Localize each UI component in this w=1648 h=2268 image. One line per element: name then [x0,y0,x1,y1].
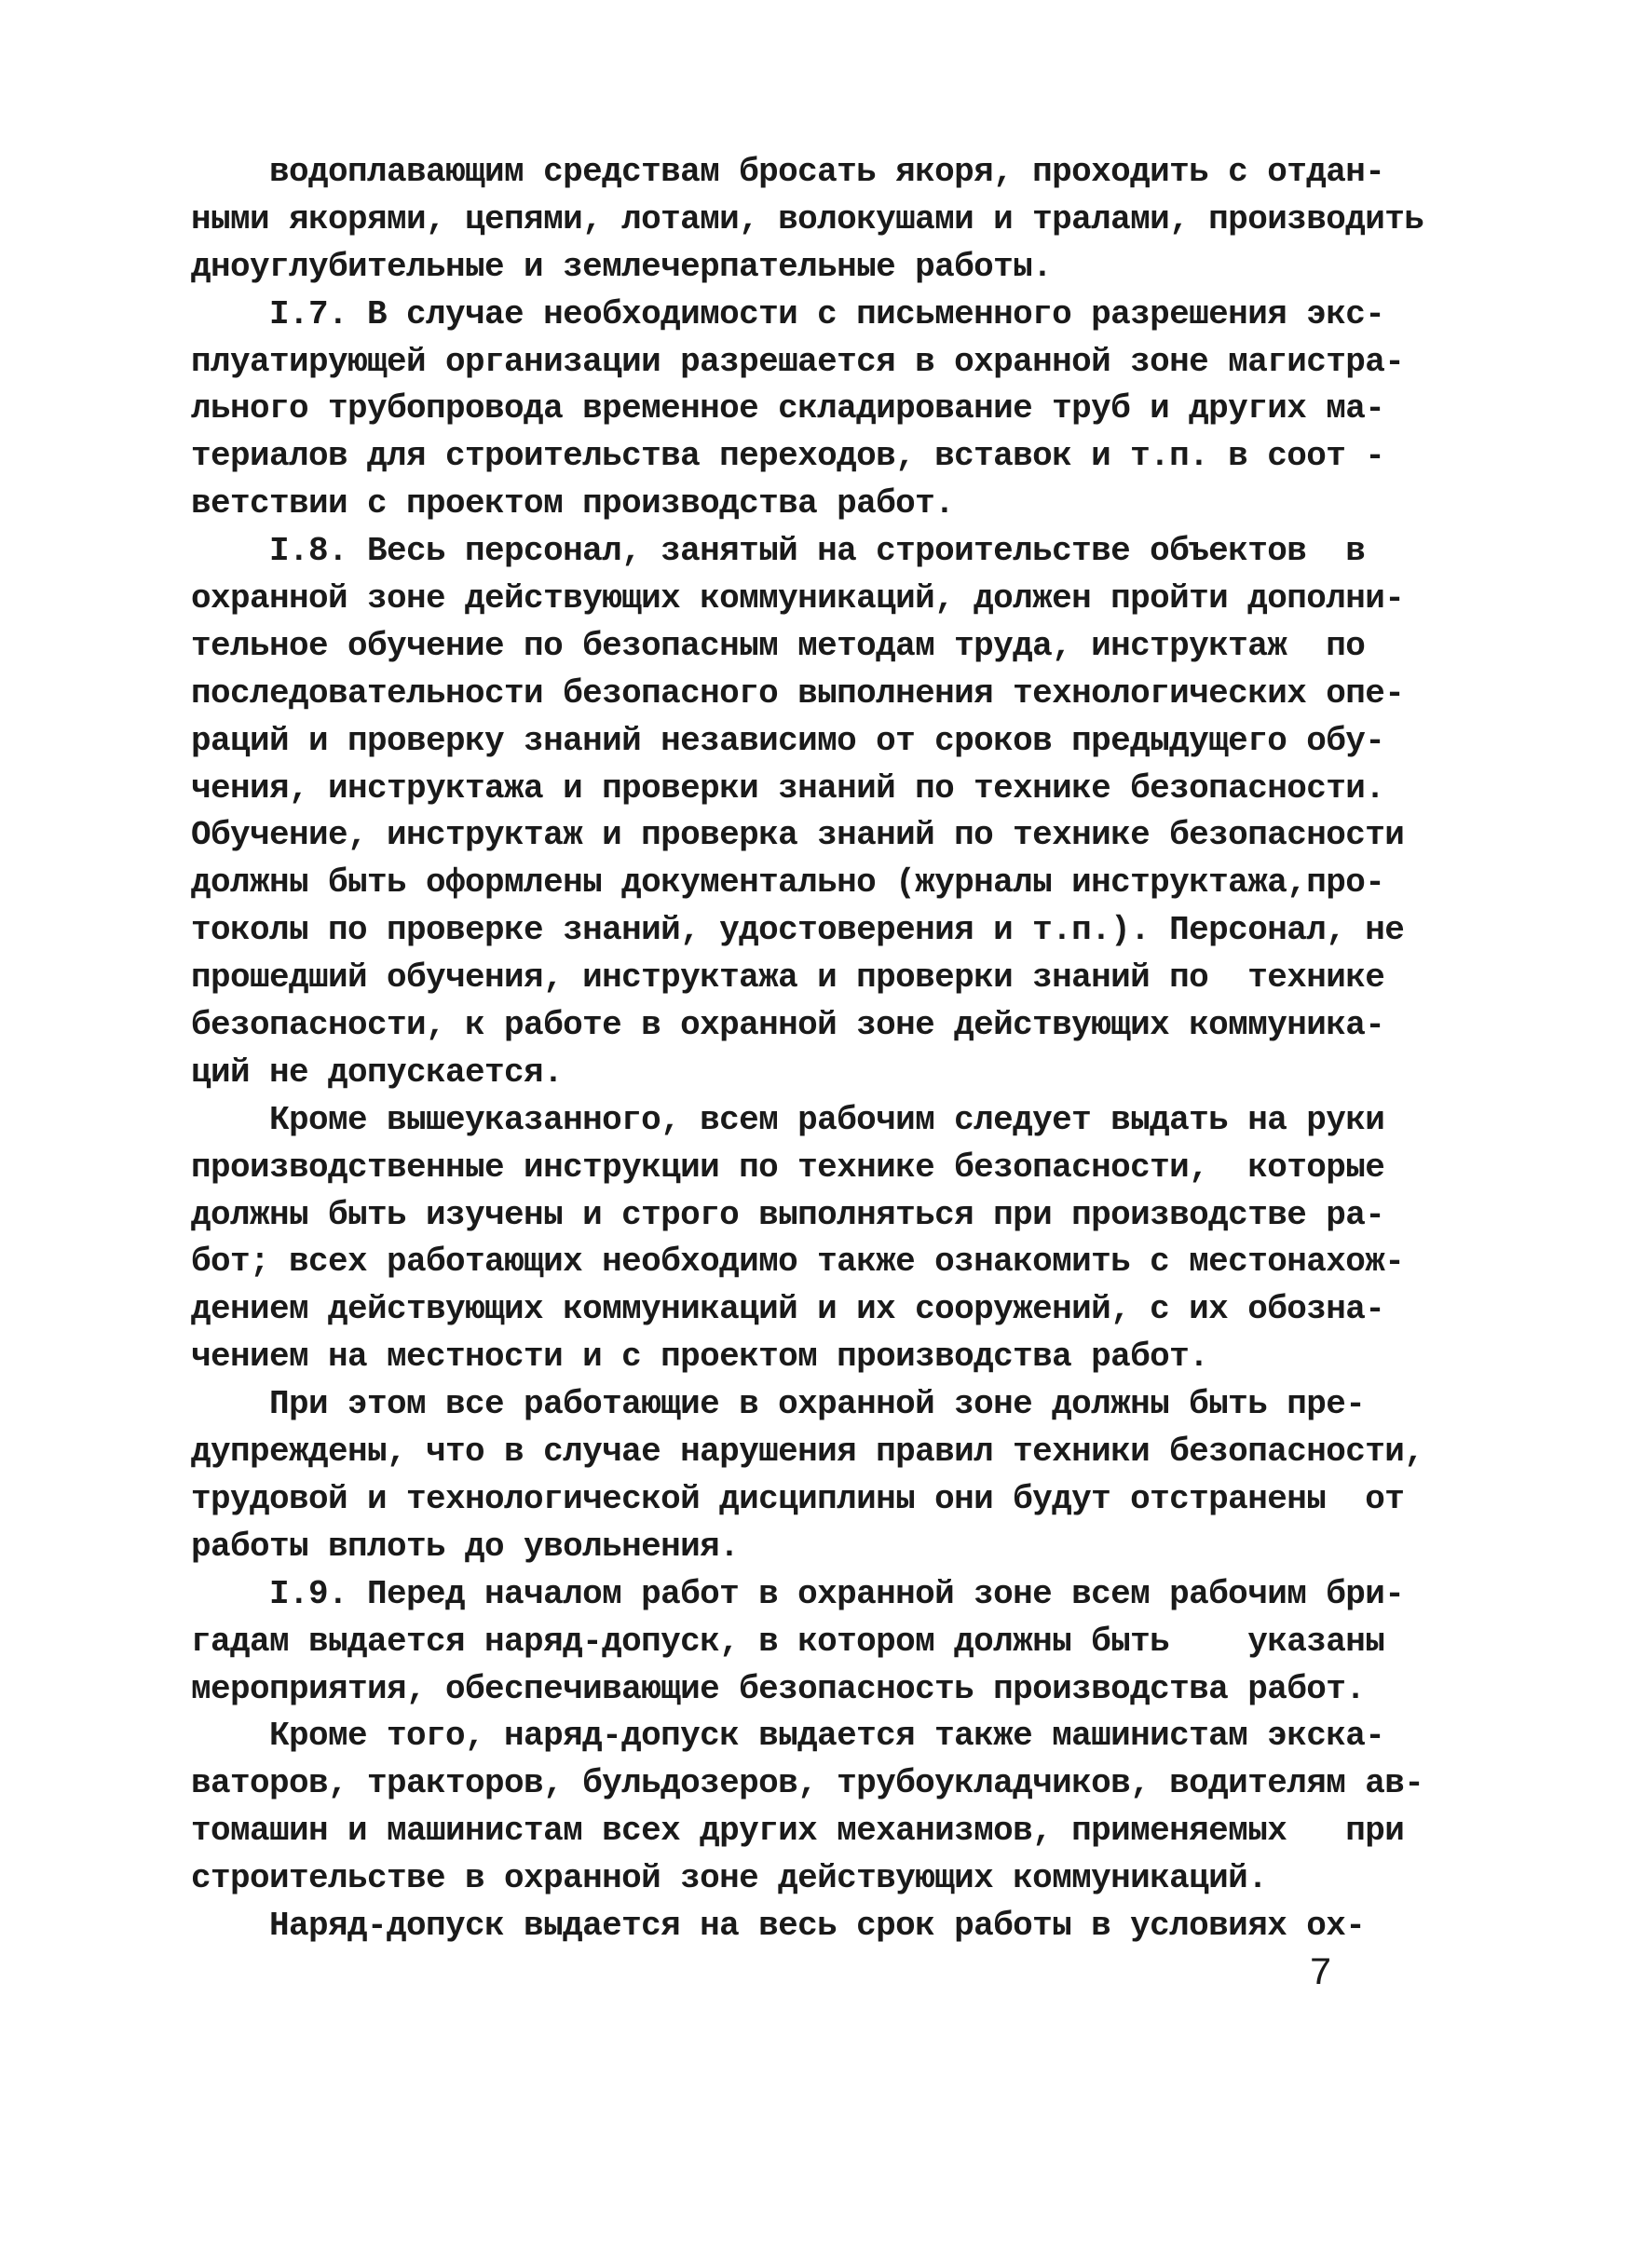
body-text [191,149,1424,1950]
text-line: Обучение, инструктаж и проверка знаний по технике безопасности [191,816,1405,855]
text-line: чением на местности и с проектом производства работ. [191,1338,1209,1377]
text-line: гадам выдается наряд-допуск, в котором должны быть указаны [191,1622,1385,1661]
text-line: I.7. В случае необходимости с письменного разрешения экс- [191,294,1385,333]
text-line: последовательности безопасного выполнения технологических опе- [191,673,1405,713]
page-number: 7 [1309,1951,1333,1996]
text-line: дением действующих коммуникаций и их сооружений, с их обозна- [191,1290,1385,1329]
text-line: трудовой и технологической дисциплины они будут отстранены от [191,1479,1405,1518]
text-line: ций не допускается. [191,1053,564,1092]
text-line: бот; всех работающих необходимо также ознакомить с местонахож- [191,1243,1405,1282]
text-line: льного трубопровода временное складирование труб и других ма- [191,389,1385,428]
text-line: ными якорями, цепями, лотами, волокушами и тралами, производить [191,199,1424,238]
text-line: должны быть изучены и строго выполняться при производстве ра- [191,1195,1385,1234]
text-line: ваторов, тракторов, бульдозеров, трубоукладчиков, водителям ав- [191,1764,1424,1803]
text-line: плуатирующей организации разрешается в охранной зоне магистра- [191,342,1405,381]
text-line: Наряд-допуск выдается на весь срок работы в условиях ох- [191,1906,1366,1945]
text-line: тельное обучение по безопасным методам труда, инструктаж по [191,626,1366,665]
text-line: I.9. Перед началом работ в охранной зоне всем рабочим бри- [191,1574,1405,1613]
text-line: мероприятия, обеспечивающие безопасность производства работ. [191,1669,1366,1708]
text-line: безопасности, к работе в охранной зоне действующих коммуника- [191,1006,1385,1045]
text-line: строительстве в охранной зоне действующих коммуникаций. [191,1859,1268,1898]
text-line: томашин и машинистам всех других механизмов, применяемых при [191,1812,1405,1851]
text-line: прошедший обучения, инструктажа и проверки знаний по технике [191,958,1385,998]
text-line: дупреждены, что в случае нарушения правил техники безопасности, [191,1433,1424,1472]
text-line: должны быть оформлены документально (журналы инструктажа,про- [191,863,1385,903]
text-line: Кроме вышеуказанного, всем рабочим следует выдать на руки [191,1100,1385,1139]
text-line: работы вплоть до увольнения. [191,1527,740,1566]
text-line: Кроме того, наряд-допуск выдается также машинистам экска- [191,1717,1385,1756]
text-line: водоплавающим средствам бросать якоря, проходить с отдан- [191,153,1385,191]
text-line: I.8. Весь персонал, занятый на строительстве объектов в [191,532,1366,571]
text-line: раций и проверку знаний независимо от сроков предыдущего обу- [191,721,1385,760]
text-line: ветствии с проектом производства работ. [191,484,955,523]
text-line: охранной зоне действующих коммуникаций, должен пройти дополни- [191,579,1405,618]
text-line: териалов для строительства переходов, вставок и т.п. в соот - [191,437,1385,476]
text-line: токолы по проверке знаний, удостоверения и т.п.). Персонал, не [191,911,1405,950]
text-line: чения, инструктажа и проверки знаний по технике безопасности. [191,768,1385,808]
text-line: дноуглубительные и землечерпательные работы. [191,247,1053,286]
text-line: При этом все работающие в охранной зоне должны быть пре- [191,1385,1366,1424]
text-line: производственные инструкции по технике безопасности, которые [191,1148,1385,1187]
